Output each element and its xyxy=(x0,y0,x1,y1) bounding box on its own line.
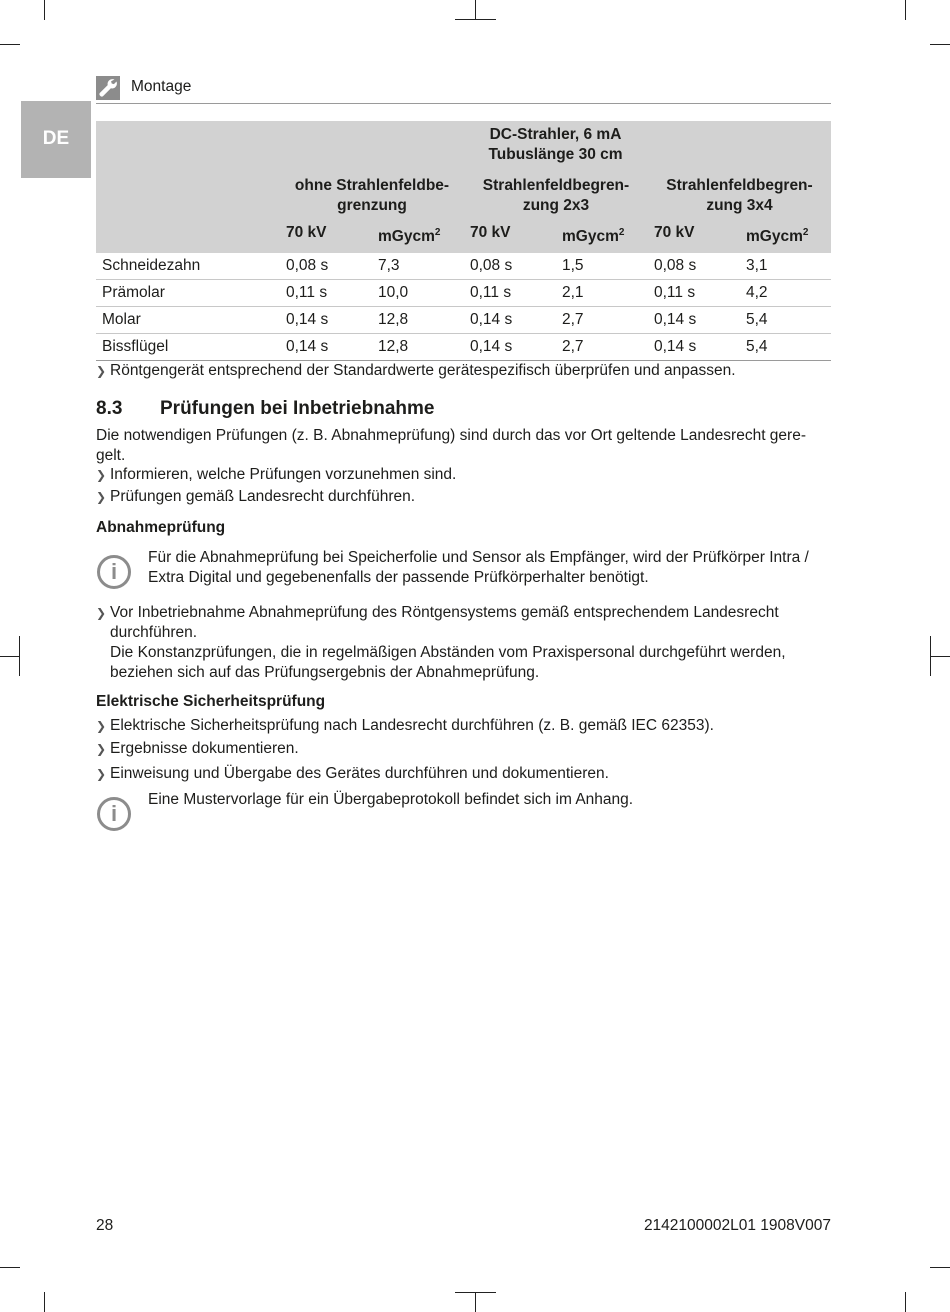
unit-dose-header: mGycm$^2$ xyxy=(372,219,464,253)
crop-mark xyxy=(0,1267,20,1268)
subheading-electrical: Elektrische Sicherheitsprüfung xyxy=(96,693,326,710)
crop-mark xyxy=(475,0,476,20)
table-cell: 5,4 xyxy=(740,334,831,361)
list-item-text: Elektrische Sicherheitsprüfung nach Landesrecht durchführen (z. B. gemäß IEC 62353). xyxy=(110,717,714,734)
page-number: 28 xyxy=(96,1217,114,1234)
unit-kv-header: 70 kV xyxy=(464,219,556,253)
list-item-text: Einweisung und Übergabe des Gerätes durchführen und dokumentieren. xyxy=(110,765,609,782)
document-id: 2142100002L01 1908V007 xyxy=(643,1217,831,1234)
crop-mark xyxy=(905,1292,906,1312)
table-corner xyxy=(96,121,280,168)
table-config-header: Strahlenfeldbegren- zung 3x4 xyxy=(648,168,831,219)
header-section-title: Montage xyxy=(131,78,192,95)
table-cell: 7,3 xyxy=(372,253,464,280)
list-item-text: Prüfungen gemäß Landesrecht durchführen. xyxy=(110,488,416,505)
crop-mark xyxy=(44,1292,45,1312)
list-item-text: Informieren, welche Prüfungen vorzunehmen sind. xyxy=(110,466,457,483)
bullet-icon: ❯ xyxy=(96,767,107,781)
row-label: Schneidezahn xyxy=(96,253,280,280)
table-cell: 0,14 s xyxy=(280,307,372,334)
table-group-title: DC-Strahler, 6 mA Tubuslänge 30 cm xyxy=(280,121,831,168)
section-heading xyxy=(96,398,434,420)
table-cell: 0,14 s xyxy=(280,334,372,361)
crop-mark xyxy=(905,0,906,20)
list-item xyxy=(96,465,831,485)
crop-mark xyxy=(930,656,950,657)
bullet-icon: ❯ xyxy=(96,468,107,482)
table-cell: 0,11 s xyxy=(648,280,740,307)
unit-kv-header: 70 kV xyxy=(648,219,740,253)
table-cell: 3,1 xyxy=(740,253,831,280)
crop-mark xyxy=(455,1292,496,1293)
info-icon: i xyxy=(97,797,131,831)
table-cell: 0,11 s xyxy=(280,280,372,307)
table-cell: 4,2 xyxy=(740,280,831,307)
subheading-acceptance: Abnahmeprüfung xyxy=(96,519,226,536)
section-title: Prüfungen bei Inbetriebnahme xyxy=(160,398,435,419)
list-item xyxy=(96,739,831,759)
table-corner xyxy=(96,219,280,253)
table-cell: 5,4 xyxy=(740,307,831,334)
list-item xyxy=(96,603,831,683)
table-cell: 0,14 s xyxy=(464,307,556,334)
table-config-header: ohne Strahlenfeldbe- grenzung xyxy=(280,168,464,219)
running-header xyxy=(96,76,831,104)
list-item-text: Ergebnisse dokumentieren. xyxy=(110,740,299,757)
bullet-icon: ❯ xyxy=(96,719,107,733)
info-icon: i xyxy=(97,555,131,589)
table-cell: 10,0 xyxy=(372,280,464,307)
crop-mark xyxy=(455,19,496,20)
crop-mark xyxy=(44,0,45,20)
wrench-icon xyxy=(96,76,120,100)
crop-mark xyxy=(930,44,950,45)
section-intro: Die notwendigen Prüfungen (z. B. Abnahmeprüfung) sind durch das vor Ort geltende Landesrecht gere- gelt. xyxy=(96,427,806,464)
language-tab: DE xyxy=(21,101,91,178)
table-corner xyxy=(96,168,280,219)
list-item xyxy=(96,764,831,784)
table-row xyxy=(96,307,831,334)
crop-mark xyxy=(475,1292,476,1312)
table-cell: 1,5 xyxy=(556,253,648,280)
row-label: Molar xyxy=(96,307,280,334)
bullet-icon: ❯ xyxy=(96,364,107,378)
table-row xyxy=(96,253,831,280)
table-row xyxy=(96,334,831,361)
table-cell: 2,1 xyxy=(556,280,648,307)
table-cell: 0,08 s xyxy=(464,253,556,280)
row-label: Prämolar xyxy=(96,280,280,307)
table-cell: 0,08 s xyxy=(648,253,740,280)
table-cell: 12,8 xyxy=(372,307,464,334)
list-item-text: Vor Inbetriebnahme Abnahmeprüfung des Röntgensystems gemäß entsprechendem Landesrecht durchführen. Die Konstanzprüfungen, die in regelmäßigen Abständen vom Praxispersonal durchgeführt werden, beziehen sich auf das Prüfungsergebnis der Abnahmeprüfung. xyxy=(110,604,786,681)
list-item xyxy=(96,361,831,381)
table-cell: 0,11 s xyxy=(464,280,556,307)
table-cell: 0,14 s xyxy=(648,307,740,334)
info-note: Für die Abnahmeprüfung bei Speicherfolie und Sensor als Empfänger, wird der Prüfkörper Intra / Extra Digital und gegebenenfalls der passende Prüfkörperhalter benötigt. xyxy=(148,549,809,586)
list-item xyxy=(96,716,831,736)
table-cell: 2,7 xyxy=(556,307,648,334)
list-item xyxy=(96,487,831,507)
table-cell: 0,14 s xyxy=(648,334,740,361)
list-item-text: Röntgengerät entsprechend der Standardwerte gerätespezifisch überprüfen und anpassen. xyxy=(110,362,736,379)
crop-mark xyxy=(0,656,20,657)
bullet-icon: ❯ xyxy=(96,490,107,504)
crop-mark xyxy=(930,1267,950,1268)
table-row xyxy=(96,280,831,307)
unit-kv-header: 70 kV xyxy=(280,219,372,253)
table-cell: 0,14 s xyxy=(464,334,556,361)
section-number: 8.3 xyxy=(96,398,123,419)
bullet-icon: ❯ xyxy=(96,606,107,620)
info-note: Eine Mustervorlage für ein Übergabeprotokoll befindet sich im Anhang. xyxy=(148,791,634,808)
dose-table xyxy=(96,121,831,361)
table-cell: 2,7 xyxy=(556,334,648,361)
table-config-header: Strahlenfeldbegren- zung 2x3 xyxy=(464,168,648,219)
crop-mark xyxy=(0,44,20,45)
table-cell: 0,08 s xyxy=(280,253,372,280)
unit-dose-header: mGycm$^2$ xyxy=(556,219,648,253)
bullet-icon: ❯ xyxy=(96,742,107,756)
unit-dose-header: mGycm$^2$ xyxy=(740,219,831,253)
row-label: Bissflügel xyxy=(96,334,280,361)
table-cell: 12,8 xyxy=(372,334,464,361)
